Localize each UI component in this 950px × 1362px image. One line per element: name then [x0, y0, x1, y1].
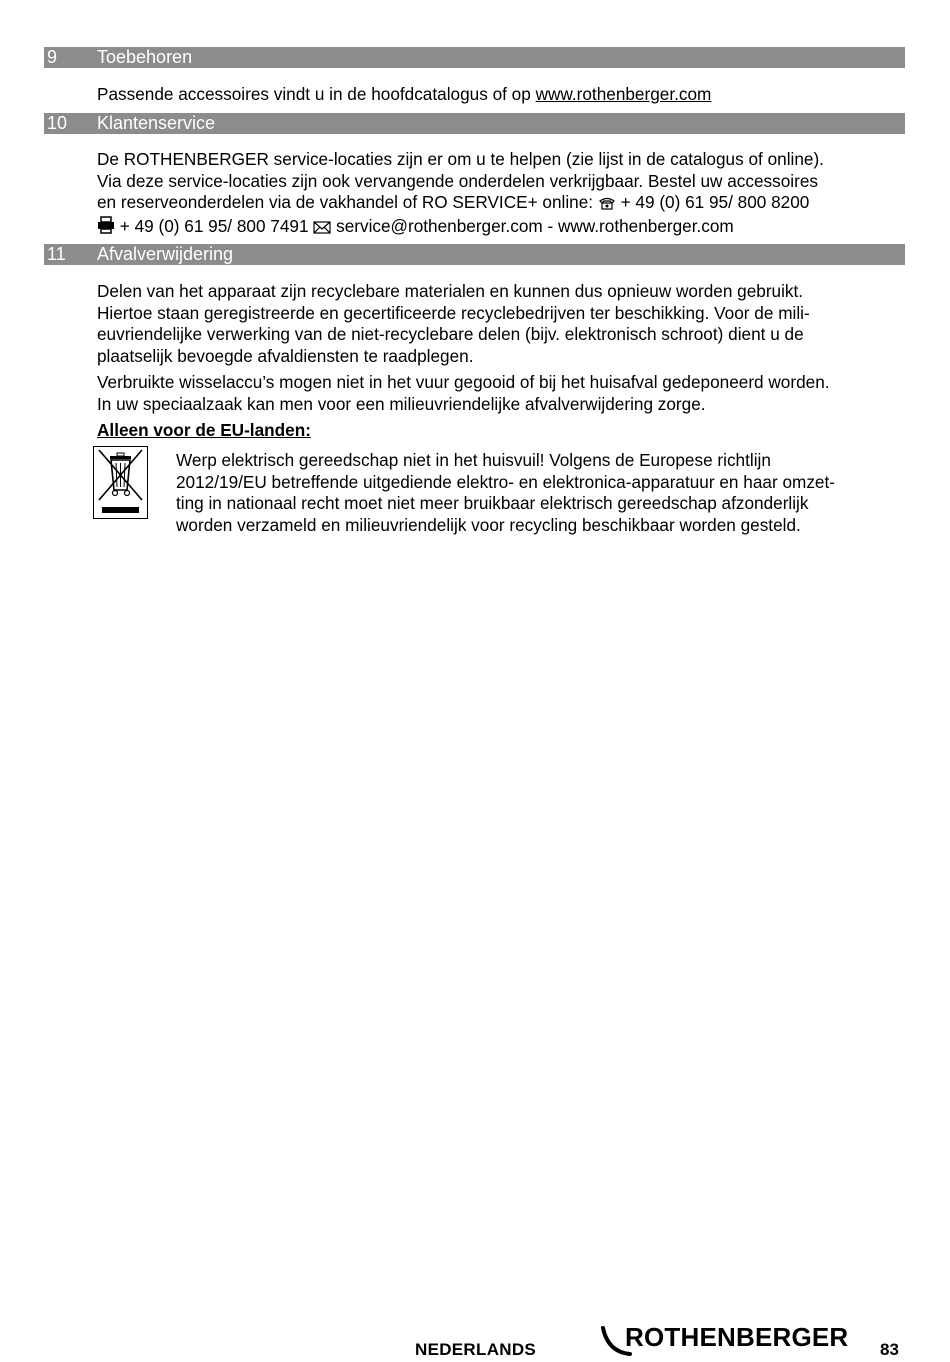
disposal-line: Verbruikte wisselaccu’s mogen niet in het vuur gegooid of bij het huisafval gedeponeerd worden. — [97, 372, 830, 392]
eu-line: 2012/19/EU betreffende uitgediende elektro- en elektronica-apparatuur en haar omzet- — [176, 471, 835, 492]
disposal-line: Hiertoe staan geregistreerde en gecertificeerde recyclebedrijven ter beschikking. Voor de mili- — [97, 302, 810, 323]
service-line-text: en reserveonderdelen via de vakhandel of RO SERVICE+ online: — [97, 192, 594, 213]
rothenberger-link[interactable]: www.rothenberger.com — [535, 84, 712, 104]
eu-line: ting in nationaal recht moet niet meer bruikbaar elektrisch gereedschap afzonderlijk — [176, 493, 809, 514]
service-line: Via deze service-locaties zijn ook vervangende onderdelen verkrijgbaar. Bestel uw accessoires — [97, 170, 818, 191]
disposal-line: plaatselijk bevoegde afvaldiensten te raadplegen. — [97, 346, 474, 367]
fax-number: + 49 (0) 61 95/ 800 7491 — [119, 216, 309, 237]
section-number: 11 — [47, 244, 66, 264]
section-number: 10 — [47, 113, 68, 133]
section-title: Klantenservice — [97, 113, 216, 133]
disposal-line: euvriendelijke verwerking van de niet-recyclebare delen (bijv. elektronisch schroot) dient u de — [97, 324, 804, 345]
section-title: Afvalverwijdering — [97, 244, 234, 264]
phone-icon — [598, 194, 616, 216]
eu-heading: Alleen voor de EU-landen: — [97, 420, 311, 440]
eu-line: Werp elektrisch gereedschap niet in het huisvuil! Volgens de Europese richtlijn — [176, 450, 771, 470]
section-header-10 — [44, 113, 905, 134]
eu-directive-text — [176, 450, 906, 537]
disposal-paragraph-1 — [97, 281, 907, 368]
page-number: 83 — [880, 1340, 899, 1359]
disposal-line: In uw speciaalzaak kan men voor een milieuvriendelijke afvalverwijdering zorge. — [97, 393, 706, 414]
eu-line: worden verzameld en milieuvriendelijk voor recycling beschikbaar worden gesteld. — [176, 515, 801, 536]
brand-name: ROTHENBERGER — [625, 1322, 849, 1352]
accessories-text: Passende accessoires vindt u in de hoofdcatalogus of op — [97, 84, 536, 104]
service-paragraph — [97, 149, 907, 240]
disposal-paragraph-2 — [97, 372, 907, 415]
section-header-9 — [44, 47, 905, 68]
section-number: 9 — [47, 47, 58, 67]
envelope-icon — [313, 218, 331, 240]
phone-number: + 49 (0) 61 95/ 800 8200 — [620, 192, 810, 213]
disposal-line: Delen van het apparaat zijn recyclebare materialen en kunnen dus opnieuw worden gebruikt. — [97, 281, 804, 301]
footer-language: NEDERLANDS — [415, 1340, 537, 1359]
rothenberger-logo — [600, 1322, 850, 1362]
section-header-11 — [44, 244, 905, 265]
section-title: Toebehoren — [97, 47, 193, 67]
service-line: De ROTHENBERGER service-locaties zijn er om u te helpen (zie lijst in de catalogus of online). — [97, 149, 824, 169]
fax-icon — [97, 216, 115, 240]
service-line — [97, 216, 907, 240]
accessories-paragraph — [97, 84, 907, 106]
service-line — [97, 192, 907, 216]
weee-crossed-bin-icon — [93, 446, 148, 519]
email-web[interactable]: service@rothenberger.com - www.rothenberger.com — [336, 216, 734, 237]
